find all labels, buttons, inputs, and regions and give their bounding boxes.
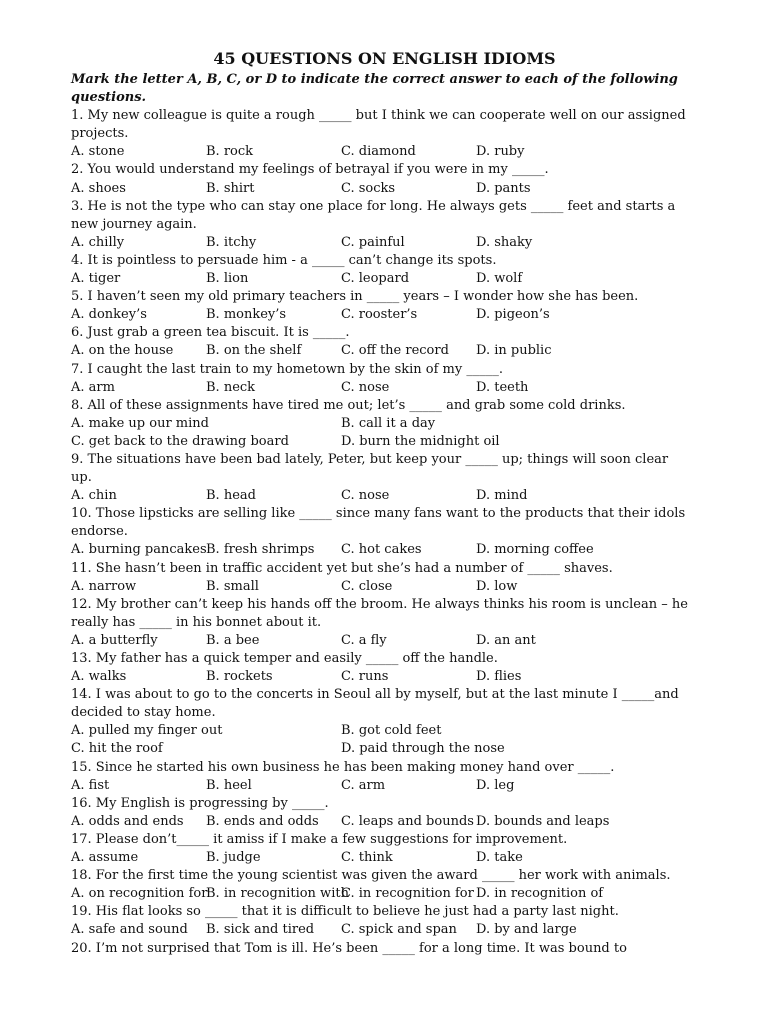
answer-option[interactable]: B. in recognition with bbox=[206, 886, 349, 902]
answer-option[interactable]: A. a butterfly bbox=[71, 632, 158, 648]
answer-option[interactable]: A. safe and sound bbox=[71, 922, 188, 938]
options-row bbox=[71, 487, 688, 505]
options-row bbox=[71, 143, 688, 161]
answer-option[interactable]: B. neck bbox=[206, 379, 256, 395]
answer-option[interactable]: B. sick and tired bbox=[206, 922, 315, 938]
question-14 bbox=[71, 686, 688, 758]
options-row bbox=[71, 433, 688, 451]
answer-option[interactable]: D. shaky bbox=[476, 234, 533, 250]
question-text: 5. I haven’t seen my old primary teachers in _____ years – I wonder how she has been. bbox=[71, 289, 639, 305]
page-title: 45 QUESTIONS ON ENGLISH IDIOMS bbox=[213, 49, 556, 68]
options-row bbox=[71, 306, 688, 324]
answer-option[interactable]: A. arm bbox=[71, 379, 115, 395]
answer-option[interactable]: B. on the shelf bbox=[206, 343, 302, 359]
answer-option[interactable]: C. nose bbox=[341, 379, 390, 395]
question-3 bbox=[71, 198, 688, 252]
answer-option[interactable]: C. in recognition for bbox=[341, 886, 474, 902]
question-16 bbox=[71, 795, 688, 831]
answer-option[interactable]: D. wolf bbox=[476, 271, 523, 287]
answer-option[interactable]: C. arm bbox=[341, 777, 386, 793]
question-15 bbox=[71, 759, 688, 795]
answer-option[interactable]: A. walks bbox=[71, 669, 127, 685]
options-row bbox=[71, 740, 688, 758]
options-row bbox=[71, 849, 688, 867]
options-row bbox=[71, 722, 688, 740]
answer-option[interactable]: A. pulled my finger out bbox=[71, 723, 223, 739]
question-text: 17. Please don’t_____ it amiss if I make a few suggestions for improvement. bbox=[71, 831, 568, 847]
answer-option[interactable]: D. in recognition of bbox=[476, 886, 604, 902]
question-20 bbox=[71, 940, 688, 958]
answer-option[interactable]: A. chin bbox=[71, 488, 117, 504]
options-row bbox=[71, 270, 688, 288]
answer-option[interactable]: D. teeth bbox=[476, 379, 529, 395]
answer-option[interactable]: B. heel bbox=[206, 777, 252, 793]
question-18 bbox=[71, 867, 688, 903]
question-4 bbox=[71, 252, 688, 288]
question-text: 15. Since he started his own business he has been making money hand over _____. bbox=[71, 759, 615, 775]
options-row bbox=[71, 921, 688, 939]
answer-option[interactable]: C. diamond bbox=[341, 144, 416, 160]
answer-option[interactable]: A. donkey’s bbox=[71, 307, 147, 323]
answer-option[interactable]: A. assume bbox=[71, 850, 139, 866]
answer-option[interactable]: A. shoes bbox=[71, 180, 126, 196]
answer-option[interactable]: D. pigeon’s bbox=[476, 307, 550, 323]
answer-option[interactable]: C. think bbox=[341, 850, 393, 866]
answer-option[interactable]: D. by and large bbox=[476, 922, 577, 938]
answer-option[interactable]: B. rock bbox=[206, 144, 254, 160]
question-6 bbox=[71, 324, 688, 360]
question-8 bbox=[71, 397, 688, 451]
answer-option[interactable]: D. flies bbox=[476, 669, 522, 685]
options-row bbox=[71, 578, 688, 596]
question-text: 12. My brother can’t keep his hands off the broom. He always thinks his room is unclean – he really has _____ in his bonnet about it. bbox=[71, 596, 688, 630]
options-row bbox=[71, 885, 688, 903]
answer-option[interactable]: B. a bee bbox=[206, 632, 260, 648]
question-text: 7. I caught the last train to my hometown by the skin of my _____. bbox=[71, 361, 503, 377]
answer-option[interactable]: A. tiger bbox=[71, 271, 121, 287]
answer-option[interactable]: B. rockets bbox=[206, 669, 273, 685]
answer-option[interactable]: D. pants bbox=[476, 180, 531, 196]
question-text: 18. For the first time the young scientist was given the award _____ her work with animals. bbox=[71, 868, 671, 884]
answer-option[interactable]: D. morning coffee bbox=[476, 542, 594, 558]
answer-option[interactable]: C. socks bbox=[341, 180, 396, 196]
answer-option[interactable]: D. take bbox=[476, 850, 523, 866]
question-text: 10. Those lipsticks are selling like _____ since many fans want to the products that their idols endorse. bbox=[71, 506, 686, 540]
answer-option[interactable]: C. leaps and bounds bbox=[341, 813, 474, 829]
answer-option[interactable]: A. burning pancakes bbox=[71, 542, 207, 558]
question-text: 2. You would understand my feelings of betrayal if you were in my _____. bbox=[71, 162, 549, 178]
answer-option[interactable]: B. shirt bbox=[206, 180, 255, 196]
answer-option[interactable]: B. fresh shrimps bbox=[206, 542, 315, 558]
question-text: 20. I’m not surprised that Tom is ill. He’s been _____ for a long time. It was bound to bbox=[71, 940, 627, 956]
answer-option[interactable]: C. rooster’s bbox=[341, 307, 418, 323]
question-text: 11. She hasn’t been in traffic accident yet but she’s had a number of _____ shaves. bbox=[71, 560, 613, 576]
question-text: 6. Just grab a green tea biscuit. It is _____. bbox=[71, 325, 350, 341]
answer-option[interactable]: C. nose bbox=[341, 488, 390, 504]
answer-option[interactable]: B. small bbox=[206, 578, 259, 594]
answer-option[interactable]: B. got cold feet bbox=[341, 723, 442, 739]
options-row bbox=[71, 813, 688, 831]
answer-option[interactable]: B. judge bbox=[206, 850, 261, 866]
question-text: 16. My English is progressing by _____. bbox=[71, 795, 329, 811]
answer-option[interactable]: C. runs bbox=[341, 669, 389, 685]
options-row bbox=[71, 379, 688, 397]
answer-option[interactable]: D. paid through the nose bbox=[341, 741, 505, 757]
answer-option[interactable]: C. painful bbox=[341, 234, 405, 250]
question-17 bbox=[71, 831, 688, 867]
answer-option[interactable]: D. ruby bbox=[476, 144, 525, 160]
question-19 bbox=[71, 903, 688, 939]
answer-option[interactable]: D. burn the midnight oil bbox=[341, 433, 500, 449]
question-5 bbox=[71, 288, 688, 324]
question-text: 8. All of these assignments have tired me out; let’s _____ and grab some cold drinks. bbox=[71, 397, 626, 413]
answer-option[interactable]: D. in public bbox=[476, 343, 552, 359]
options-row bbox=[71, 668, 688, 686]
options-row bbox=[71, 415, 688, 433]
options-row bbox=[71, 632, 688, 650]
answer-option[interactable]: A. make up our mind bbox=[71, 415, 209, 431]
question-2 bbox=[71, 161, 688, 197]
answer-option[interactable]: A. odds and ends bbox=[71, 813, 184, 829]
instructions: Mark the letter A, B, C, or D to indicate the correct answer to each of the following questions. bbox=[71, 72, 678, 106]
question-13 bbox=[71, 650, 688, 686]
answer-option[interactable]: A. stone bbox=[71, 144, 125, 160]
options-row bbox=[71, 342, 688, 360]
answer-option[interactable]: B. monkey’s bbox=[206, 307, 287, 323]
question-9 bbox=[71, 451, 688, 505]
answer-option[interactable]: B. head bbox=[206, 488, 256, 504]
answer-option[interactable]: D. an ant bbox=[476, 632, 536, 648]
question-text: 19. His flat looks so _____ that it is difficult to believe he just had a party last night. bbox=[71, 904, 619, 920]
answer-option[interactable]: C. a fly bbox=[341, 632, 387, 648]
answer-option[interactable]: C. spick and span bbox=[341, 922, 457, 938]
answer-option[interactable]: C. close bbox=[341, 578, 393, 594]
answer-option[interactable]: B. call it a day bbox=[341, 415, 436, 431]
options-row bbox=[71, 234, 688, 252]
question-text: 1. My new colleague is quite a rough _____ but I think we can cooperate well on our assigned projects. bbox=[71, 108, 686, 142]
answer-option[interactable]: C. off the record bbox=[341, 343, 449, 359]
answer-option[interactable]: D. bounds and leaps bbox=[476, 813, 610, 829]
options-row bbox=[71, 541, 688, 559]
answer-option[interactable]: B. lion bbox=[206, 271, 249, 287]
answer-option[interactable]: A. on recognition for bbox=[71, 886, 208, 902]
options-row bbox=[71, 777, 688, 795]
question-7 bbox=[71, 361, 688, 397]
answer-option[interactable]: C. leopard bbox=[341, 271, 410, 287]
question-11 bbox=[71, 560, 688, 596]
answer-option[interactable]: D. mind bbox=[476, 488, 528, 504]
answer-option[interactable]: C. get back to the drawing board bbox=[71, 433, 289, 449]
answer-option[interactable]: D. low bbox=[476, 578, 518, 594]
options-row bbox=[71, 180, 688, 198]
question-list bbox=[71, 107, 688, 957]
question-12 bbox=[71, 596, 688, 650]
answer-option[interactable]: A. on the house bbox=[71, 343, 174, 359]
question-text: 13. My father has a quick temper and easily _____ off the handle. bbox=[71, 651, 498, 666]
answer-option[interactable]: A. chilly bbox=[71, 234, 125, 250]
answer-option[interactable]: A. fist bbox=[71, 777, 110, 793]
answer-option[interactable]: A. narrow bbox=[71, 578, 137, 594]
question-text: 9. The situations have been bad lately, Peter, but keep your _____ up; things will soon clear up. bbox=[71, 451, 669, 486]
answer-option[interactable]: B. itchy bbox=[206, 234, 257, 250]
answer-option[interactable]: C. hit the roof bbox=[71, 741, 163, 757]
question-1 bbox=[71, 107, 688, 161]
question-text: 3. He is not the type who can stay one place for long. He always gets _____ feet and starts a new journey again. bbox=[71, 198, 676, 232]
answer-option[interactable]: B. ends and odds bbox=[206, 813, 319, 829]
answer-option[interactable]: D. leg bbox=[476, 777, 515, 793]
question-text: 14. I was about to go to the concerts in Seoul all by myself, but at the last minute I _____and decided to stay home. bbox=[71, 687, 679, 721]
question-10 bbox=[71, 505, 688, 559]
answer-option[interactable]: C. hot cakes bbox=[341, 542, 422, 558]
question-text: 4. It is pointless to persuade him - a _____ can’t change its spots. bbox=[71, 252, 497, 268]
